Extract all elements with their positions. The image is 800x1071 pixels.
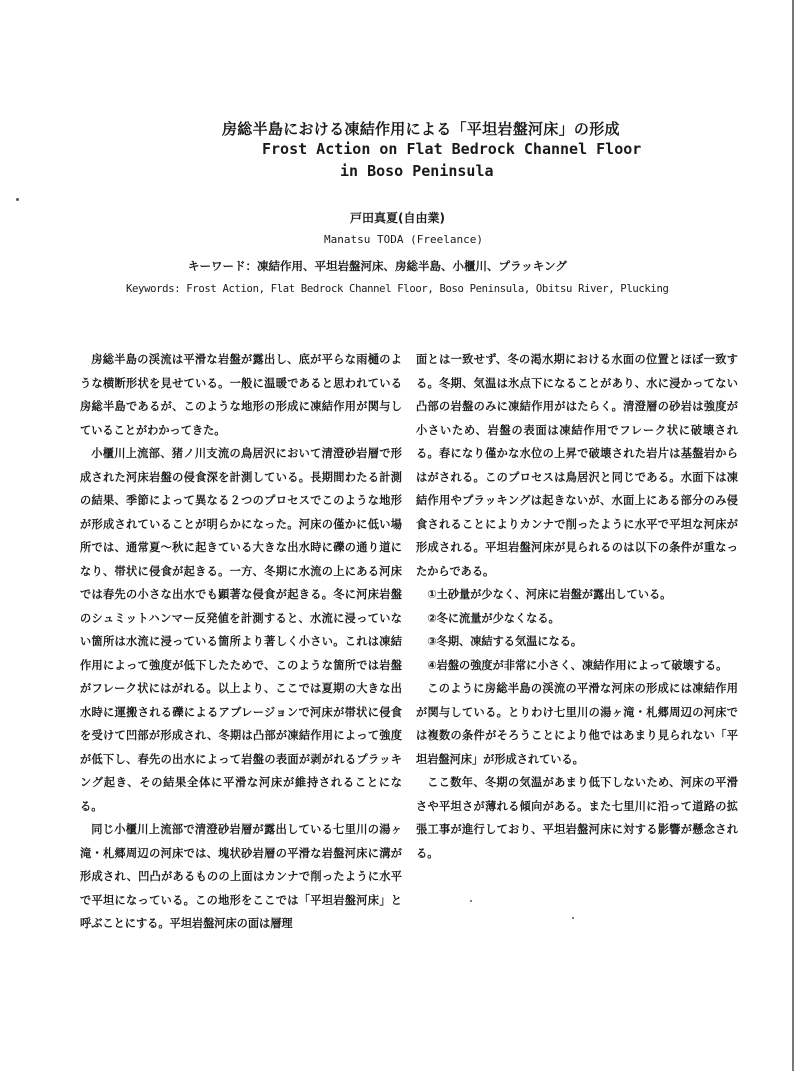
keywords-english: Keywords: Frost Action, Flat Bedrock Channel Floor, Boso Peninsula, Obitsu River, Plucking — [126, 283, 669, 295]
condition-item: ③冬期、凍結する気温になる。 — [427, 635, 583, 648]
body-paragraph: 小櫃川上流部、猪ノ川支流の鳥居沢において清澄砂岩層で形成された河床岩盤の侵食深を計測している。長期間わたる計測の結果、季節によって異なる２つのプロセスでこのような地形が形成されていることが明らかになった。河床の僅かに低い場所では、通常夏～秋に起きている大きな出水時に礫の通り道になり、帯状に侵食が起きる。一方、冬期に水流の上にある河床では春先の小さな出水でも顕著な侵食が起きる。冬に河床岩盤のシュミットハンマー反発値を計測すると、水流に浸っていない箇所は水流に浸っている箇所より著しく小さい。これは凍結作用によって強度が低下したためで、このような箇所では岩盤がフレーク状にはがれる。以上より、ここでは夏期の大きな出水時に運搬される礫によるアブレージョンで河床が帯状に侵食を受けて凹部が形成され、冬期は凸部が凍結作用によって強度が低下し、春先の出水によって岩盤の表面が剥がれるプラッキング起き、その結果全体に平滑な河床が維持されることになる。 — [80, 447, 402, 813]
scan-speck — [470, 900, 472, 902]
author-japanese: 戸田真夏(自由業) — [350, 211, 445, 225]
page-edge-line — [792, 0, 794, 1071]
title-english-line1: Frost Action on Flat Bedrock Channel Floor — [262, 140, 642, 158]
condition-item: ④岩盤の強度が非常に小さく、凍結作用によって破壊する。 — [427, 658, 728, 672]
body-column-right — [416, 348, 738, 865]
body-paragraph: このように房総半島の渓流の平滑な河床の形成には凍結作用が関与している。とりわけ七里川の湯ヶ滝・札郷周辺の河床では複数の条件がそろうことにより他ではあまり見られない「平坦岩盤河床」が形成されている。 — [416, 682, 738, 766]
body-paragraph: 面とは一致せず、冬の渇水期における水面の位置とほぼ一致する。冬期、気温は氷点下になることがあり、水に浸かってない凸部の岩盤のみに凍結作用がはたらく。清澄層の砂岩は強度が小さいため、岩盤の表面は凍結作用でフレーク状に破壊される。春になり僅かな水位の上昇で破壊された岩片は基盤岩からはがされる。このプロセスは鳥居沢と同じである。水面下は凍結作用やプラッキングは起きないが、水面上にある部分のみ侵食されることによりカンナで削ったように水平で平坦な河床が形成される。平坦岩盤河床が見られるのは以下の条件が重なったからである。 — [416, 353, 738, 578]
keywords-japanese: キーワード：凍結作用、平坦岩盤河床、房総半島、小櫃川、プラッキング — [188, 259, 567, 273]
body-paragraph: 房総半島の渓流は平滑な岩盤が露出し、底が平らな雨樋のような横断形状を見せている。一般に温暖であると思われている房総半島であるが、このような地形の形成に凍結作用が関与していることがわかってきた。 — [80, 353, 402, 437]
scan-speck — [16, 198, 19, 201]
author-english: Manatsu TODA (Freelance) — [324, 233, 483, 246]
scan-speck — [572, 917, 574, 919]
title-english-line2: in Boso Peninsula — [340, 162, 494, 180]
condition-item: ①土砂量が少なく、河床に岩盤が露出している。 — [427, 588, 672, 601]
title-japanese: 房総半島における凍結作用による「平坦岩盤河床」の形成 — [222, 120, 620, 138]
body-column-left — [80, 348, 402, 936]
condition-item: ②冬に流量が少なくなる。 — [427, 611, 560, 625]
body-paragraph: 同じ小櫃川上流部で清澄砂岩層が露出している七里川の湯ヶ滝・札郷周辺の河床では、塊状砂岩層の平滑な岩盤河床に溝が形成され、凹凸があるものの上面はカンナで削ったように水平で平坦になっている。この地形をここでは「平坦岩盤河床」と呼ぶことにする。平坦岩盤河床の面は層理 — [80, 823, 402, 930]
body-paragraph: ここ数年、冬期の気温があまり低下しないため、河床の平滑さや平坦さが薄れる傾向がある。また七里川に沿って道路の拡張工事が進行しており、平坦岩盤河床に対する影響が懸念される。 — [416, 776, 738, 860]
